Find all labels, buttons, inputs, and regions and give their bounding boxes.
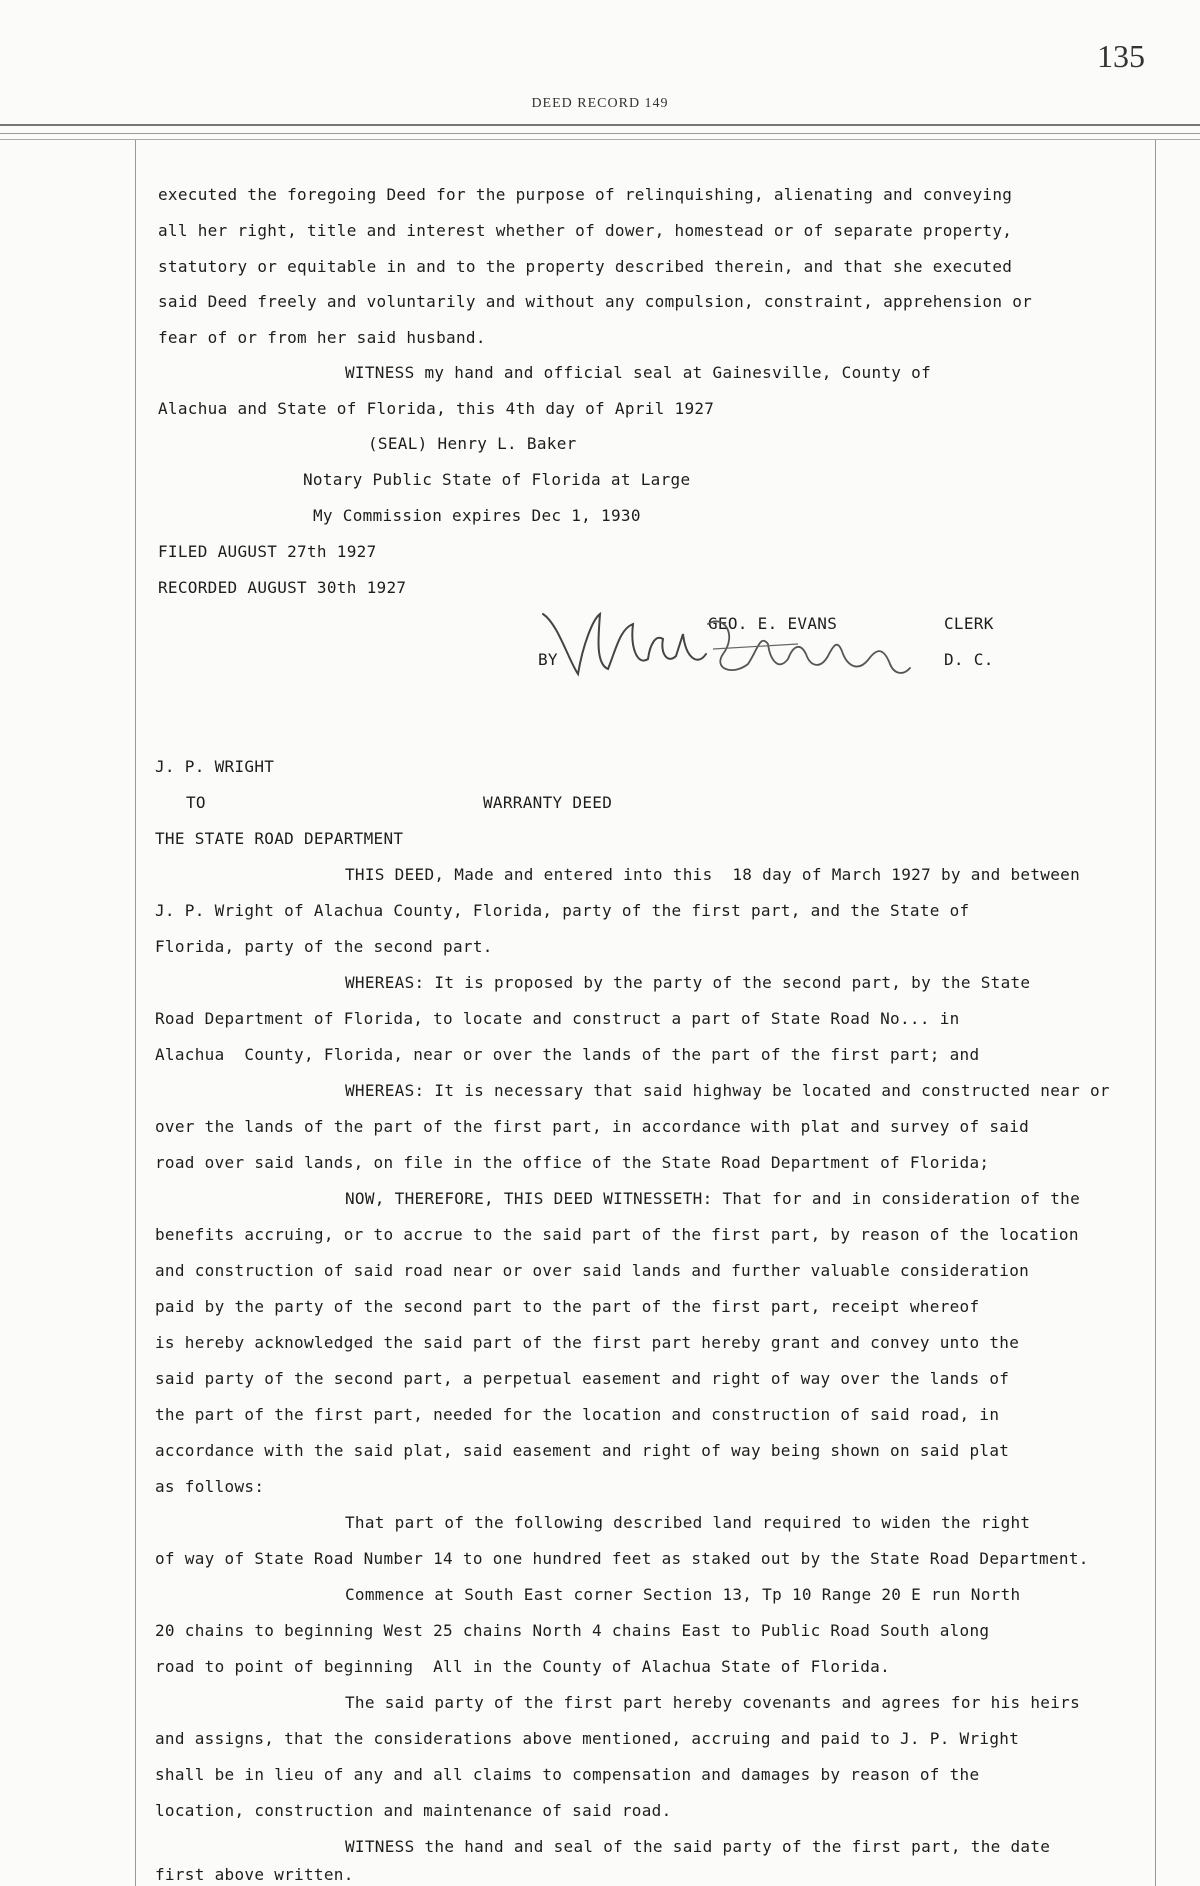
text-line: is hereby acknowledged the said part of the first part hereby grant and convey unto the <box>155 1333 1020 1352</box>
clerk-title: CLERK <box>944 614 994 633</box>
text-line: WHEREAS: It is proposed by the party of the second part, by the State <box>345 973 1031 992</box>
notary-title-line: Notary Public State of Florida at Large <box>303 470 691 489</box>
text-line: location, construction and maintenance of said road. <box>155 1801 672 1820</box>
text-line: shall be in lieu of any and all claims to compensation and damages by reason of the <box>155 1765 980 1784</box>
text-line: Commence at South East corner Section 13, Tp 10 Range 20 E run North <box>345 1585 1021 1604</box>
to-label: TO <box>186 793 206 812</box>
recorded-line: RECORDED AUGUST 30th 1927 <box>158 578 407 597</box>
filed-line: FILED AUGUST 27th 1927 <box>158 542 377 561</box>
header-rule <box>0 139 1200 140</box>
by-label: BY <box>538 650 558 669</box>
text-line: Alachua and State of Florida, this 4th day of April 1927 <box>158 399 715 418</box>
deputy-clerk-label: D. C. <box>944 650 994 669</box>
text-line: accordance with the said plat, said easement and right of way being shown on said plat <box>155 1441 1010 1460</box>
text-line: J. P. Wright of Alachua County, Florida, party of the first part, and the State of <box>155 901 970 920</box>
text-line: Road Department of Florida, to locate and construct a part of State Road No... in <box>155 1009 960 1028</box>
page-number: 135 <box>1097 38 1145 74</box>
margin-line-left <box>135 140 136 1886</box>
header-rule <box>0 133 1200 134</box>
text-line: of way of State Road Number 14 to one hundred feet as staked out by the State Road Department. <box>155 1549 1089 1568</box>
deed-type: WARRANTY DEED <box>483 793 613 812</box>
text-line: said party of the second part, a perpetual easement and right of way over the lands of <box>155 1369 1010 1388</box>
text-line: Alachua County, Florida, near or over the lands of the part of the first part; and <box>155 1045 980 1064</box>
margin-line-right <box>1155 140 1156 1886</box>
text-line: said Deed freely and voluntarily and without any compulsion, constraint, apprehension or <box>158 292 1033 311</box>
text-line: road over said lands, on file in the office of the State Road Department of Florida; <box>155 1153 990 1172</box>
text-line: The said party of the first part hereby covenants and agrees for his heirs <box>345 1693 1081 1712</box>
handwritten-signature <box>538 604 918 694</box>
commission-line: My Commission expires Dec 1, 1930 <box>313 506 641 525</box>
grantee-name: THE STATE ROAD DEPARTMENT <box>155 829 404 848</box>
text-line: NOW, THEREFORE, THIS DEED WITNESSETH: That for and in consideration of the <box>345 1189 1081 1208</box>
text-line: paid by the party of the second part to the part of the first part, receipt whereof <box>155 1297 980 1316</box>
text-line: THIS DEED, Made and entered into this 18 day of March 1927 by and between <box>345 865 1081 884</box>
text-line: WHEREAS: It is necessary that said highway be located and constructed near or <box>345 1081 1110 1100</box>
text-line: over the lands of the part of the first part, in accordance with plat and survey of said <box>155 1117 1030 1136</box>
text-line: first above written. <box>155 1865 354 1884</box>
record-header: DEED RECORD 149 <box>531 96 669 111</box>
text-line: fear of or from her said husband. <box>158 328 486 347</box>
text-line: benefits accruing, or to accrue to the said part of the first part, by reason of the location <box>155 1225 1079 1244</box>
text-line: and assigns, that the considerations above mentioned, accruing and paid to J. P. Wright <box>155 1729 1020 1748</box>
grantor-name: J. P. WRIGHT <box>155 757 275 776</box>
clerk-name: GEO. E. EVANS <box>708 614 838 633</box>
text-line: executed the foregoing Deed for the purpose of relinquishing, alienating and conveying <box>158 185 1013 204</box>
text-line: all her right, title and interest whether of dower, homestead or of separate property, <box>158 221 1013 240</box>
header-rule <box>0 124 1200 126</box>
text-line: and construction of said road near or over said lands and further valuable consideration <box>155 1261 1030 1280</box>
text-line: WITNESS my hand and official seal at Gainesville, County of <box>345 363 932 382</box>
text-line: 20 chains to beginning West 25 chains North 4 chains East to Public Road South along <box>155 1621 990 1640</box>
text-line: WITNESS the hand and seal of the said party of the first part, the date <box>345 1837 1051 1856</box>
text-line: as follows: <box>155 1477 265 1496</box>
text-line: Florida, party of the second part. <box>155 937 493 956</box>
notary-seal-line: (SEAL) Henry L. Baker <box>368 434 577 453</box>
text-line: road to point of beginning All in the County of Alachua State of Florida. <box>155 1657 891 1676</box>
text-line: statutory or equitable in and to the property described therein, and that she executed <box>158 257 1013 276</box>
text-line: the part of the first part, needed for the location and construction of said road, in <box>155 1405 1000 1424</box>
text-line: That part of the following described land required to widen the right <box>345 1513 1031 1532</box>
